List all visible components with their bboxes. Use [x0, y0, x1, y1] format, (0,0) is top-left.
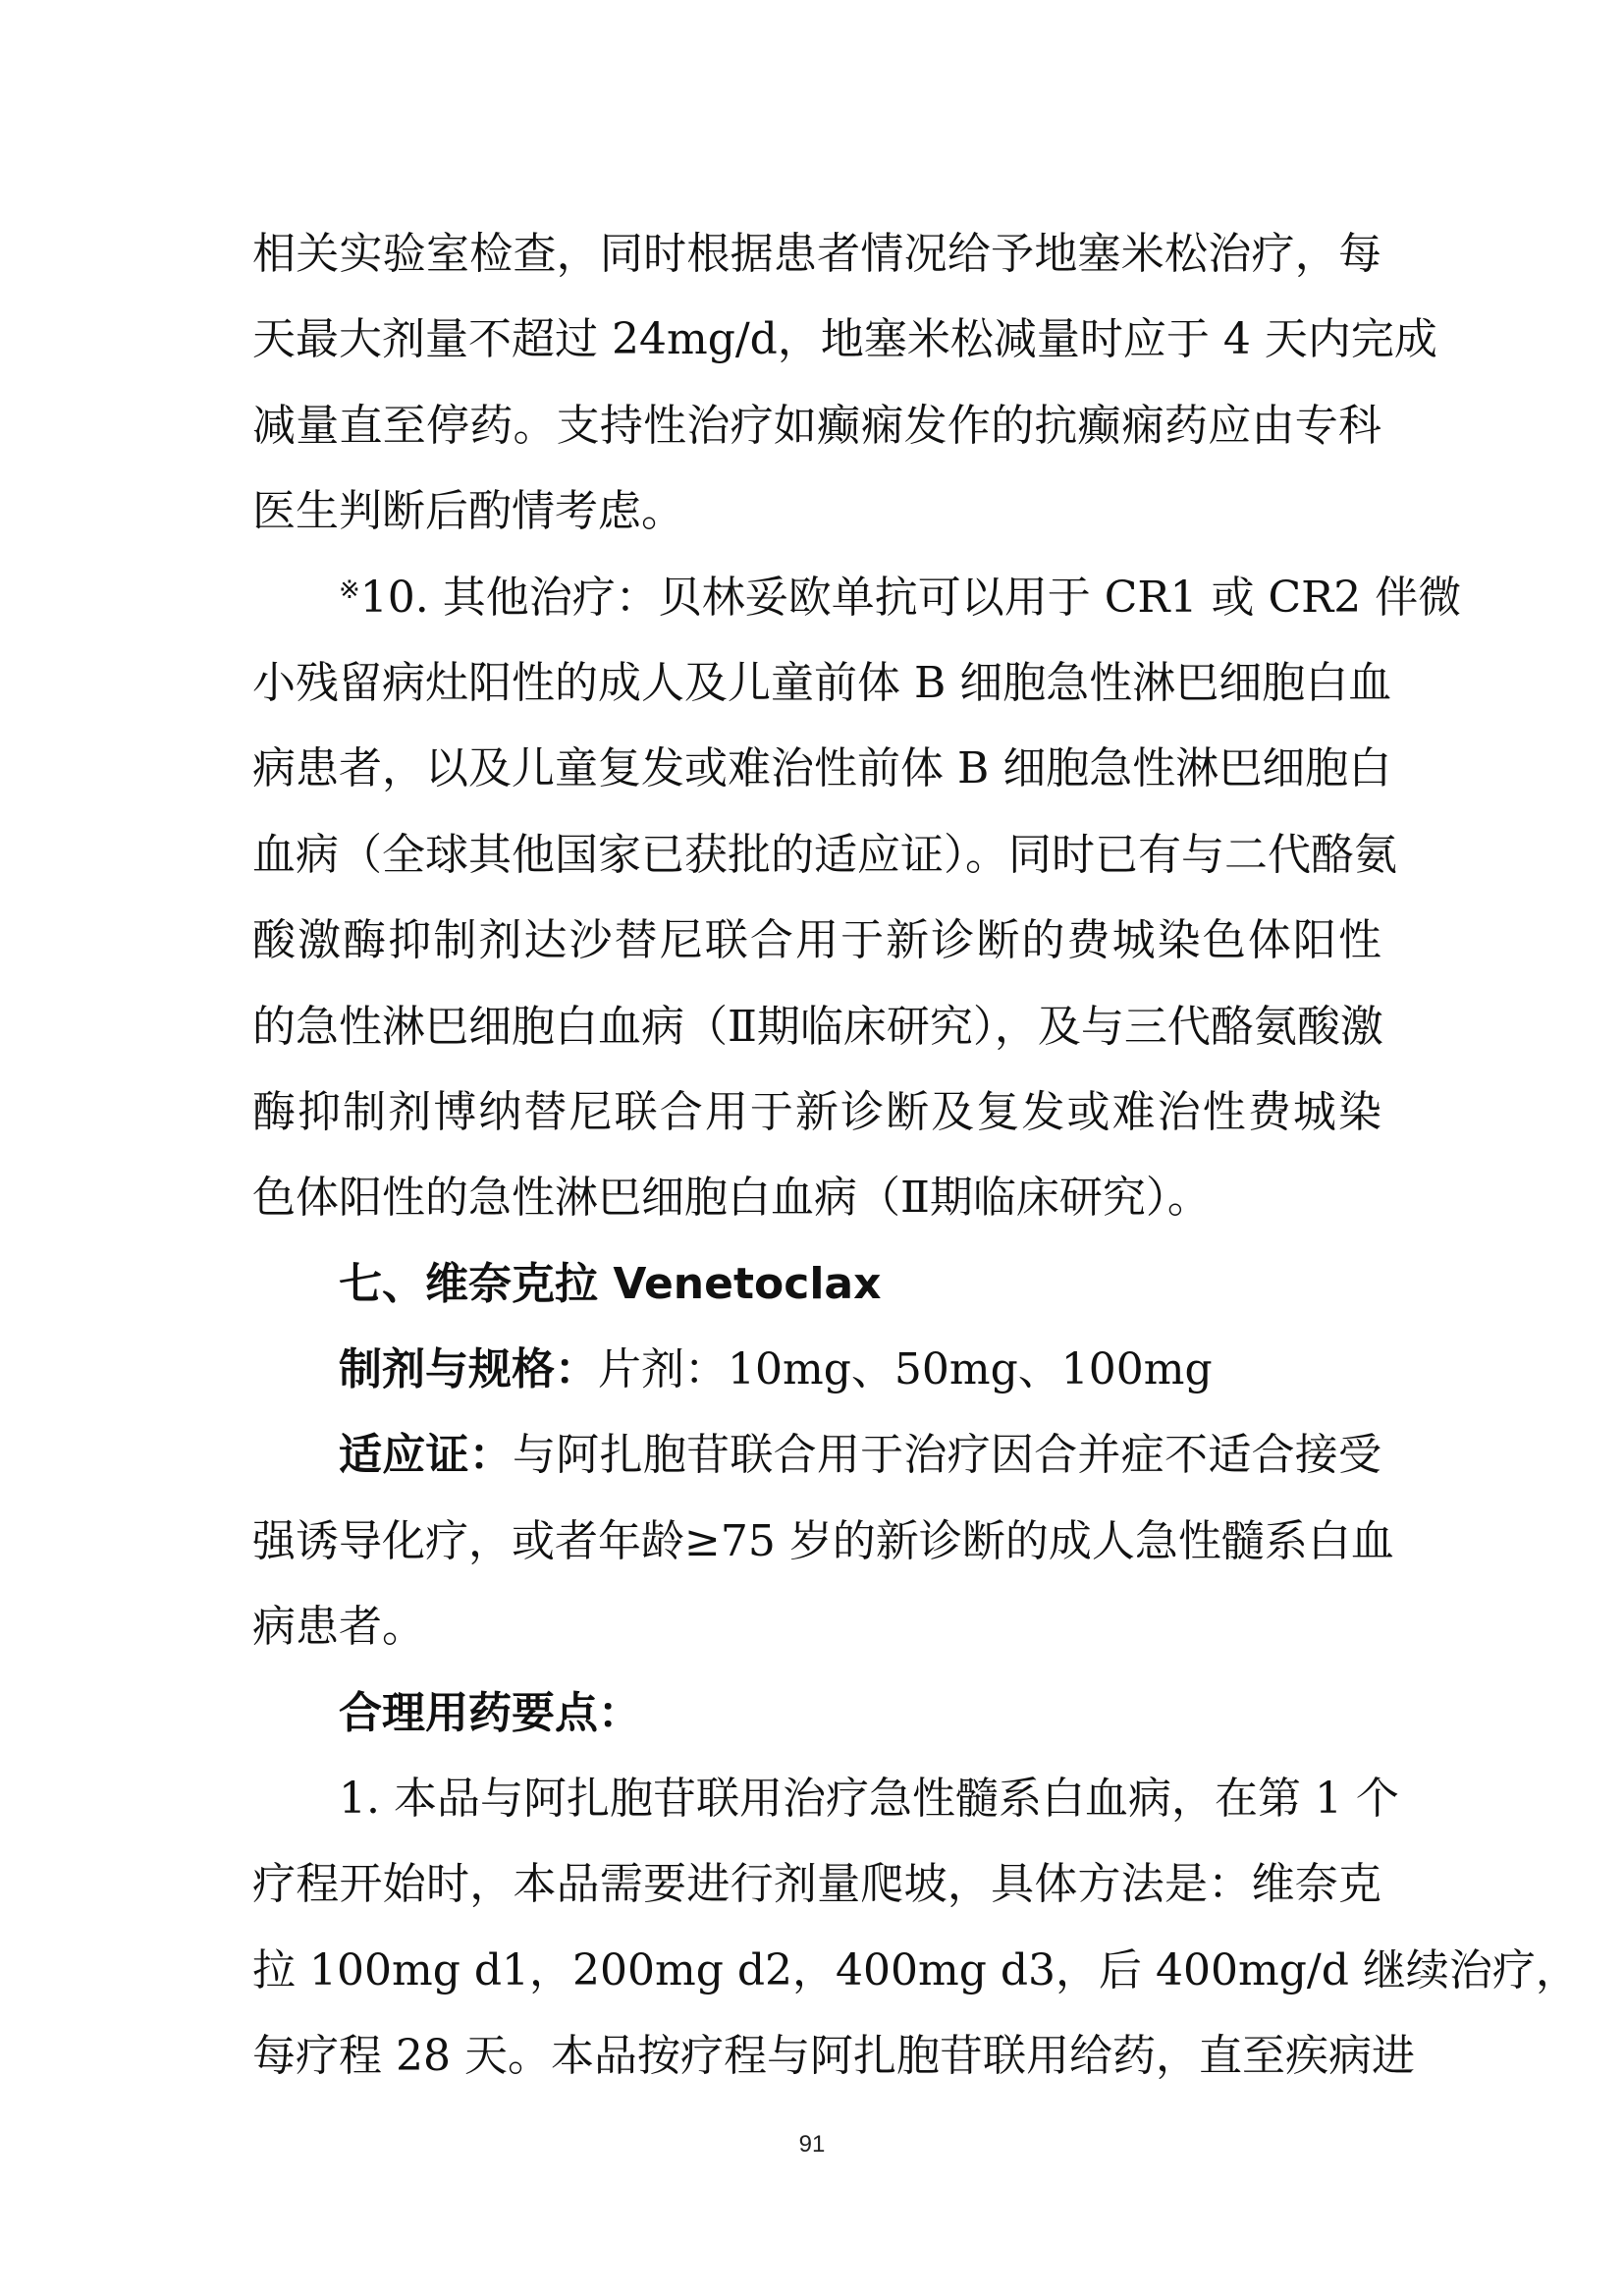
text-line: 小残留病灶阳性的成人及儿童前体 B 细胞急性淋巴细胞白血	[252, 657, 1392, 708]
section-heading: 七、维奈克拉 Venetoclax	[339, 1258, 882, 1309]
indication-text: 与阿扎胞苷联合用于治疗因合并症不适合接受	[513, 1430, 1382, 1481]
reference-mark: ※	[339, 574, 360, 605]
page-number: 91	[798, 2131, 826, 2158]
text-line: 病患者。	[252, 1602, 425, 1653]
formulation-line	[252, 1327, 1381, 1412]
text-line: 血病（全球其他国家已获批的适应证）。同时已有与二代酪氨	[252, 829, 1397, 880]
text-line: 1. 本品与阿扎胞苷联用治疗急性髓系白血病，在第 1 个	[339, 1774, 1399, 1825]
text-line: 色体阳性的急性淋巴细胞白血病（Ⅱ期临床研究）。	[252, 1173, 1211, 1224]
text-line: 天最大剂量不超过 24mg/d，地塞米松减量时应于 4 天内完成	[252, 314, 1437, 365]
text-line: 拉 100mg d1，200mg d2，400mg d3，后 400mg/d 继续治疗，	[252, 1944, 1579, 1995]
formulation-text: 片剂：10mg、50mg、100mg	[598, 1344, 1213, 1395]
text-line: 每疗程 28 天。本品按疗程与阿扎胞苷联用给药，直至疾病进	[252, 2031, 1415, 2082]
formulation-label: 制剂与规格：	[339, 1344, 598, 1395]
text-line: 病患者，以及儿童复发或难治性前体 B 细胞急性淋巴细胞白	[252, 743, 1392, 794]
text-line: 酶抑制剂博纳替尼联合用于新诊断及复发或难治性费城染	[252, 1086, 1381, 1137]
text-line: 的急性淋巴细胞白血病（Ⅱ期临床研究），及与三代酪氨酸激	[252, 1001, 1383, 1052]
text-span: 10. 其他治疗：贝林妥欧单抗可以用于 CR1 或 CR2 伴微	[359, 572, 1462, 623]
indication-line	[252, 1412, 1381, 1498]
text-line: 相关实验室检查，同时根据患者情况给予地塞米松治疗，每	[252, 229, 1381, 279]
text-line: 疗程开始时，本品需要进行剂量爬坡，具体方法是：维奈克	[252, 1859, 1381, 1910]
document-body	[252, 211, 1579, 2100]
text-line-other-treatment	[252, 555, 1462, 640]
text-line: 酸激酶抑制剂达沙替尼联合用于新诊断的费城染色体阳性	[252, 915, 1381, 966]
text-line: 强诱导化疗，或者年龄≥75 岁的新诊断的成人急性髓系白血	[252, 1515, 1394, 1566]
text-line: 减量直至停药。支持性治疗如癫痫发作的抗癫痫药应由专科	[252, 400, 1381, 451]
key-points-heading: 合理用药要点：	[339, 1687, 641, 1738]
text-line: 医生判断后酌情考虑。	[252, 486, 684, 537]
indication-label: 适应证：	[339, 1430, 514, 1481]
